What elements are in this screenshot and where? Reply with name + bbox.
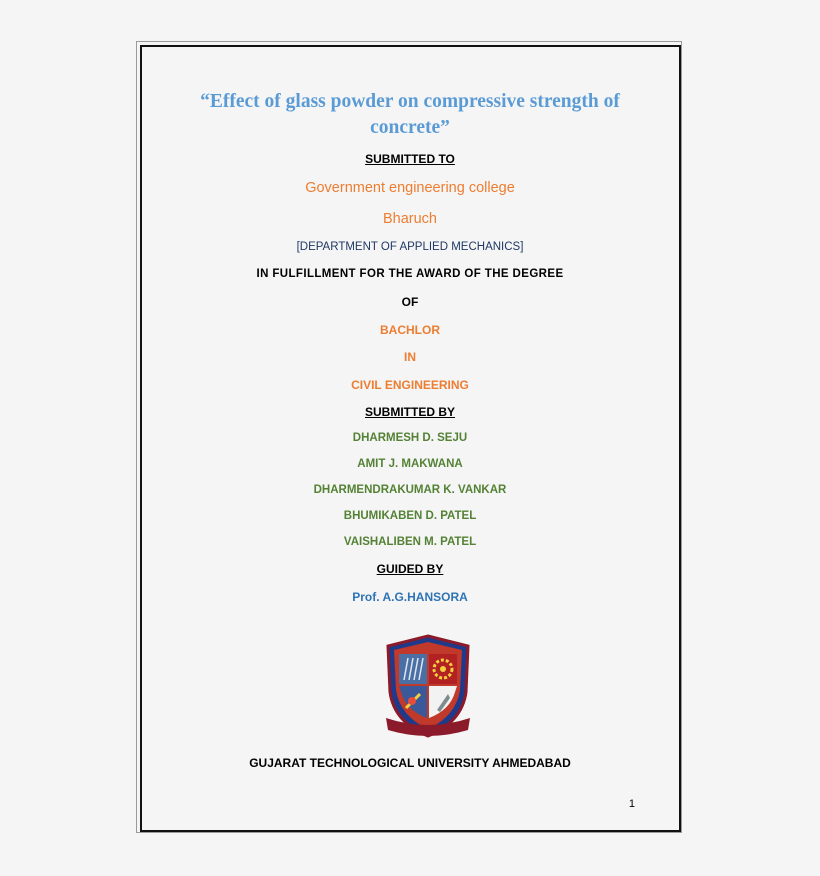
university-name: GUJARAT TECHNOLOGICAL UNIVERSITY AHMEDABAD [249, 756, 571, 770]
student-name: AMIT J. MAKWANA [357, 458, 463, 470]
student-name: VAISHALIBEN M. PATEL [343, 536, 477, 548]
submitted-by-heading: SUBMITTED BY [365, 405, 455, 419]
gtu-crest-icon [382, 632, 474, 740]
branch-name: CIVIL ENGINEERING [351, 378, 469, 392]
title-line-1: “Effect of glass powder on compressive strength of [200, 91, 620, 112]
degree-name: BACHLOR [380, 323, 440, 337]
student-name: DHARMENDRAKUMAR K. VANKAR [313, 484, 507, 496]
guided-by-heading: GUIDED BY [376, 562, 444, 576]
in-text: IN [404, 350, 416, 364]
fulfillment-text: IN FULFILLMENT FOR THE AWARD OF THE DEGREE [256, 268, 564, 280]
title-line-2: concrete” [370, 117, 450, 138]
thesis-title [137, 89, 683, 141]
student-name: DHARMESH D. SEJU [352, 432, 468, 444]
guide-name: Prof. A.G.HANSORA [352, 590, 468, 604]
college-city: Bharuch [382, 211, 437, 227]
submitted-to-heading: SUBMITTED TO [365, 152, 455, 166]
department-name: [DEPARTMENT OF APPLIED MECHANICS] [296, 241, 524, 253]
page-number: 1 [628, 798, 635, 810]
of-text: OF [401, 295, 419, 309]
college-name: Government engineering college [305, 180, 515, 196]
student-name: BHUMIKABEN D. PATEL [343, 510, 477, 522]
document-page [136, 41, 682, 833]
